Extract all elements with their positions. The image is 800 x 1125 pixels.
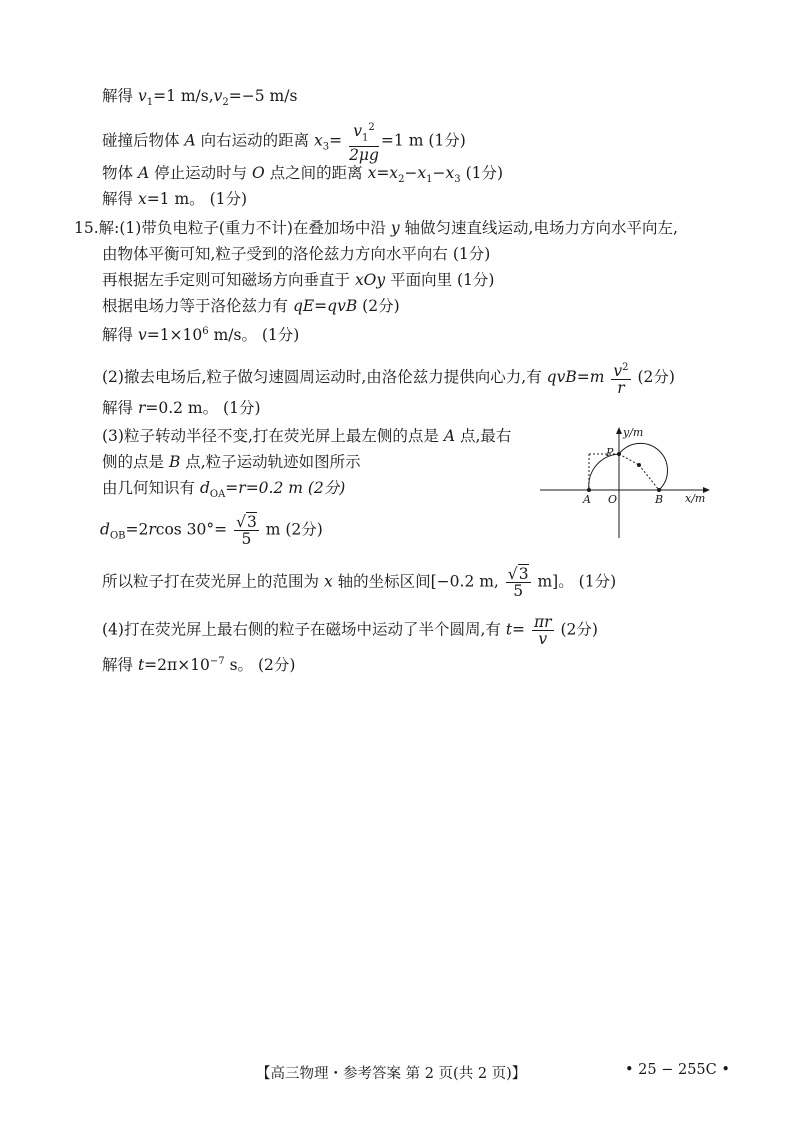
radius-line	[619, 454, 639, 465]
solution-line-4: 解得 x=1 m。 (1分)	[102, 190, 248, 208]
solution-line-17: (4)打在荧光屏上最右侧的粒子在磁场中运动了半个圆周,有 t= $\frac{\pi r}{v}$ (2分)	[102, 613, 598, 648]
solution-line-12: (3)粒子转动半径不变,打在荧光屏上最左侧的点是 A 点,最右	[102, 427, 512, 445]
solution-line-2: 碰撞后物体 A 向右运动的距离 $x_3=$ $\frac{v_1^2}{2\mu g}$ =1 m (1分)	[102, 122, 466, 165]
arc-a-to-p	[589, 454, 619, 490]
solution-line-1: 解得 $v_1=1$ $m/s,v_2=-5$ m/s	[102, 87, 298, 109]
label-b: B	[655, 493, 664, 506]
solution-line-13: 侧的点是 B 点,粒子运动轨迹如图所示	[102, 453, 361, 471]
page-footer: 【高三物理・参考答案 第 2 页(共 2 页)】	[256, 1066, 527, 1082]
chord-line	[639, 465, 659, 490]
solution-line-8: 根据电场力等于洛伦兹力有 qE=qvB (2分)	[102, 297, 400, 315]
solution-line-11: 解得 r=0.2 m。 (1分)	[102, 399, 261, 417]
solution-line-10: (2)撤去电场后,粒子做匀速圆周运动时,由洛伦兹力提供向心力,有 qvB=m $\frac{v^2}{r}$ (2分)	[102, 362, 675, 398]
label-o: O	[608, 493, 618, 506]
fraction-x3: $\frac{v_1^2}{2\mu g}$	[349, 122, 379, 165]
point-p	[617, 452, 621, 456]
label-p: P	[606, 446, 614, 459]
solution-line-14: 由几何知识有 $d_{OA}=r=0.2$ m (2分)	[102, 479, 346, 501]
arc-p-to-b	[619, 443, 667, 490]
point-a	[587, 488, 591, 492]
circle-center-point	[637, 463, 641, 467]
x-axis-label: x/m	[685, 492, 706, 505]
question-number: 15.	[74, 219, 99, 237]
point-b	[657, 488, 661, 492]
solution-line-15: $d_{OB}=2rcos$ 30°= $\frac{√3}{5}$ m (2分)	[100, 513, 323, 548]
solution-line-7: 再根据左手定则可知磁场方向垂直于 xOy 平面向里 (1分)	[102, 271, 495, 289]
fraction-v2-over-r: $\frac{v^2}{r}$	[613, 362, 629, 398]
fraction-sqrt3-over-5-b: $\frac{√3}{5}$	[507, 565, 529, 600]
solution-line-3: 物体 A 停止运动时与 O 点之间的距离 $x=x_2-x_1-x_3$ (1分)	[102, 164, 504, 186]
solution-line-9: 解得 $v=1\times 10^6$ m/s。 (1分)	[102, 326, 300, 345]
y-axis-label: y/m	[623, 426, 644, 439]
document-code: • 25 − 255C •	[625, 1062, 730, 1078]
trajectory-diagram	[538, 420, 713, 545]
fraction-pi-r-over-v: $\frac{\pi r}{v}$	[533, 613, 552, 648]
fraction-sqrt3-over-5: $\frac{√3}{5}$	[236, 513, 257, 548]
label-a: A	[583, 493, 591, 506]
solution-line-6: 由物体平衡可知,粒子受到的洛伦兹力方向水平向右 (1分)	[102, 245, 491, 263]
y-axis-arrow-icon	[616, 427, 622, 434]
solution-line-16: 所以粒子打在荧光屏上的范围为 x 轴的坐标区间[−0.2 m, $\frac{√3}{5}$ m]。 (1分)	[102, 565, 617, 600]
question-15-line-1: 15.解:(1)带负电粒子(重力不计)在叠加场中沿 y 轴做匀速直线运动,电场力方向水平向左,	[74, 219, 678, 237]
solution-line-18: 解得 $t=2\pi\times 10^{-7}$ s。 (2分)	[102, 656, 296, 675]
